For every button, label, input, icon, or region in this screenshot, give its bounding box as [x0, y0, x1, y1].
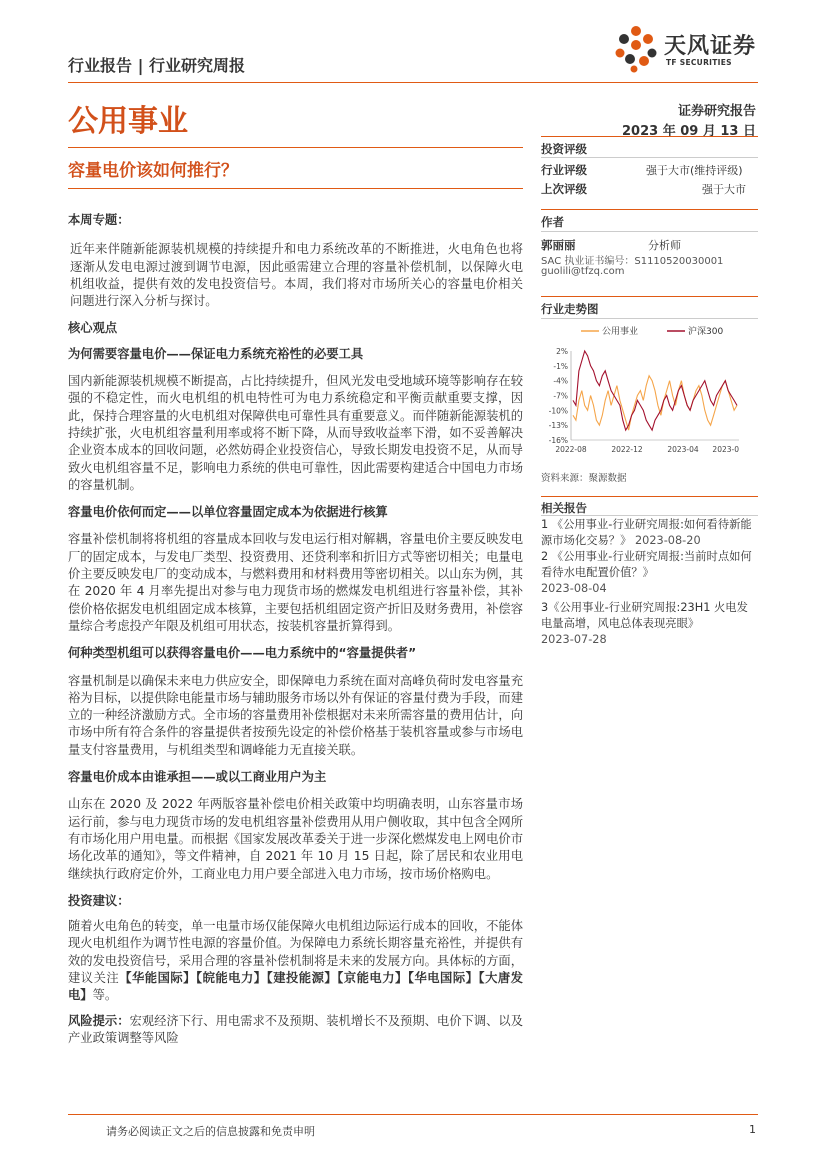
y-tick-label: -4% [553, 376, 568, 386]
related-heading: 相关报告 [541, 501, 587, 515]
footer-divider [68, 1114, 758, 1115]
section4-title: 容量电价成本由谁承担——或以工商业用户为主 [68, 770, 327, 785]
industry-rating-label: 行业评级 [541, 163, 587, 177]
related-thin-divider [541, 515, 758, 516]
author-heading: 作者 [541, 215, 564, 229]
y-tick-label: -13% [548, 421, 568, 431]
trend-chart [541, 320, 758, 460]
x-tick-label: 2022-12 [611, 445, 643, 454]
risk-paragraph [68, 1013, 523, 1048]
logo-subtext: TF SECURITIES [666, 58, 732, 67]
x-tick-label: 2023-04 [667, 445, 699, 454]
pick-5: 【华电国际】 [407, 970, 479, 985]
trend-thin-divider [541, 318, 758, 319]
invest-end: 等。 [92, 988, 118, 1003]
author-divider [541, 209, 758, 210]
related-report-2[interactable] [541, 549, 758, 597]
rating-divider [541, 136, 758, 137]
section2-paragraph: 容量补偿机制将将机组的容量成本回收与发电运行相对解耦，容量电价主要反映发电厂的固定成本，与发电厂类型、投资费用、还贷利率和折旧方式等密切相关；电量电价主要反映发电厂的变动成本，与燃料费用和材料费用等密切相关。以山东为例，其在 2020 年 4 月率先提出对参与电力现货市场的燃煤发电机组进行容量补偿，其补偿价格依据发电机组固定成本核算，主要包括机组固定资产折旧及财务费用，补偿容量综合考虑投产年限及机组可用状态，按装机容量折算得到。 [68, 532, 523, 633]
chart-source: 资料来源：聚源数据 [541, 473, 627, 484]
industry-rating-value: 强于大市(维持评级) [646, 164, 743, 177]
report-subtitle: 容量电价该如何推行？ [68, 161, 238, 181]
related-report-3-date: 2023-07-28 [541, 633, 607, 646]
logo [612, 23, 758, 75]
section2-title: 容量电价依何而定——以单位容量固定成本为依据进行核算 [68, 505, 388, 520]
trend-heading: 行业走势图 [541, 302, 599, 316]
related-report-2-title: 2 《公用事业-行业研究周报:当前时点如何看待水电配置价值？》 [541, 550, 752, 579]
risk-text: 宏观经济下行、用电需求不及预期、装机增长不及预期、电价下调、以及产业政策调整等风险 [68, 1013, 524, 1045]
author-role: 分析师 [648, 239, 681, 252]
y-tick-label: -10% [548, 406, 568, 416]
title-divider [68, 147, 523, 148]
section1-title: 为何需要容量电价——保证电力系统充裕性的必要工具 [68, 346, 364, 361]
core-heading: 核心观点 [68, 321, 118, 336]
author-thin-divider [541, 231, 758, 232]
author-email: guolili@tfzq.com [541, 266, 625, 277]
related-report-1-title: 1 《公用事业-行业研究周报:如何看待新能源市场化交易？》 [541, 518, 752, 547]
invest-text: 随着火电角色的转变，单一电量市场仅能保障火电机组边际运行成本的回收，不能体现火电机组作为调节性电源的容量价值。为保障电力系统长期容量充裕性，并提供有效的发电投资信号，采用合理的容量补偿机制将是未来的发展方向。具体标的方面，建议关注 [68, 919, 523, 985]
trend-divider [541, 296, 758, 297]
related-divider [541, 496, 758, 497]
pick-4: 【京能电力】 [337, 970, 408, 985]
main-content [68, 212, 523, 1047]
doc-type: 证券研究报告 [677, 104, 756, 119]
related-report-3[interactable] [541, 600, 758, 648]
risk-heading: 风险提示： [68, 1013, 130, 1028]
subtitle-divider [68, 188, 523, 189]
related-report-1[interactable] [541, 517, 758, 549]
rating-thin-divider [541, 157, 758, 158]
report-category: 行业报告 | 行业研究周报 [68, 56, 245, 75]
y-tick-label: -1% [553, 361, 568, 371]
sector-title: 公用事业 [68, 104, 188, 139]
related-report-1-date: 2023-08-20 [634, 534, 701, 547]
rating-heading: 投资评级 [541, 142, 587, 156]
legend-label-hs300: 沪深300 [688, 327, 724, 337]
footer-disclaimer[interactable]: 请务必阅读正文之后的信息披露和免责申明 [106, 1125, 315, 1138]
doc-date: 2023 年 09 月 13 日 [622, 124, 756, 139]
chart-legend [581, 325, 723, 337]
invest-paragraph [68, 918, 523, 1004]
header-divider [68, 82, 758, 83]
author-cert: SAC 执业证书编号：S1110520030001 [541, 256, 724, 267]
pick-2: 【皖能电力】 [195, 970, 267, 985]
section1-paragraph: 国内新能源装机规模不断提高，占比持续提升，但风光发电受地域环境等影响存在较强的不稳定性，而火电机组的机电特性可为电力系统稳定和平衡贡献重要支撑，因此，保持合理容量的火电机组对保障供电可靠性具有重要意义。而伴随新能源装机的持续扩张，火电机组容量利用率或将不断下降，从而导致收益率下滑，如不妥善解决企业资本成本的回收问题，必然妨碍企业投资信心，导致长期发电投资不足，从而导致火电机组容量不足，影响电力系统的供电可靠性，因此需要构建适合中国电力市场的容量机制。 [68, 374, 523, 492]
y-tick-label: -16% [548, 436, 568, 445]
logo-text: 天风证券 [664, 34, 757, 59]
topic-heading: 本周专题： [68, 213, 130, 227]
x-tick-label: 2023-0 [712, 445, 739, 454]
legend-label-utilities: 公用事业 [602, 327, 639, 337]
y-tick-label: 2% [556, 347, 568, 356]
logo-mark-icon [612, 23, 660, 73]
invest-heading: 投资建议： [68, 893, 130, 908]
author-name: 郭丽丽 [541, 238, 576, 252]
last-rating-label: 上次评级 [541, 182, 587, 196]
pick-6: 【大唐发电】 [68, 970, 523, 1003]
topic-paragraph: 近年来伴随新能源装机规模的持续提升和电力系统改革的不断推进，火电角色也将逐渐从发电电源过渡到调节电源，因此亟需建立合理的容量补偿机制，以保障火电机组收益，提供有效的发电投资信号。本周，我们将对市场所关心的容量电价相关问题进行深入分析与探讨。 [70, 242, 523, 309]
related-report-3-title: 3《公用事业-行业研究周报:23H1 火电发电量高增，风电总体表现亮眼》 [541, 601, 748, 630]
section3-title: 何种类型机组可以获得容量电价——电力系统中的“容量提供者” [68, 646, 417, 661]
section3-paragraph: 容量机制是以确保未来电力供应安全，即保障电力系统在面对高峰负荷时发电容量充裕为目标，以提供除电能量市场与辅助服务市场以外有保证的容量付费为手段，而建立的一种经济激励方式。全市场的容量费用补偿根据对未来所需容量的费用估计，向市场中所有符合条件的容量提供者按预先设定的补偿价格基于装机容量或参与市场电量支付容量费用，与机组类型和调峰能力无直接关联。 [68, 673, 523, 757]
y-tick-label: -7% [553, 391, 568, 401]
pick-1: 【华能国际】 [119, 970, 196, 985]
pick-3: 【建投能源】 [266, 970, 338, 985]
section4-paragraph: 山东在 2020 及 2022 年两版容量补偿电价相关政策中均明确表明，山东容量市场运行前，参与电力现货市场的发电机组容量补偿费用从用户侧收取，其中包含全网所有市场化用户用电量。而根据《国家发展改革委关于进一步深化燃煤发电上网电价市场化改革的通知》，等文件精神，自 2021 年 10 月 15 日起，除了居民和农业用电继续执行政府定价外，工商业电力用户要全部进入电力市场，按市场价格购电。 [68, 797, 523, 881]
page-number: 1 [749, 1123, 756, 1136]
x-tick-label: 2022-08 [555, 445, 587, 454]
related-report-2-date: 2023-08-04 [541, 582, 607, 595]
last-rating-value: 强于大市 [702, 183, 746, 196]
